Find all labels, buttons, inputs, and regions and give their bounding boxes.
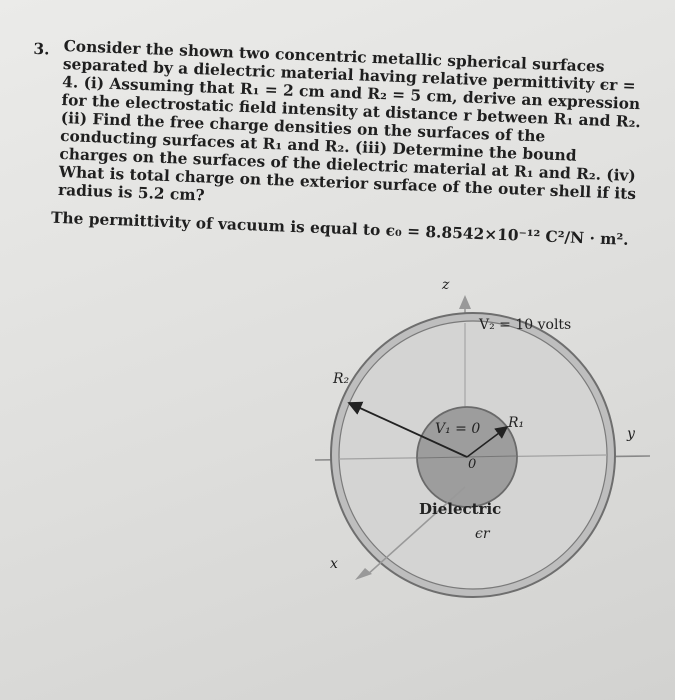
v1-label: V₁ = 0 bbox=[435, 421, 481, 437]
z-axis-arrow bbox=[459, 295, 471, 309]
problem-text: Consider the shown two concentric metallic spherical surfaces separated by a dielectric material having relative permittivity ϵr = 4. (i) Assuming that R₁ = 2 cm and R₂ = 5 cm, derive an expression for the electrostatic field intensity at distance r between R₁ and R₂. (ii) Find the free charge densities on the surfaces of the conducting surfaces at R₁ and R₂. (iii) Determine the bound charges on the surfaces of the dielectric material at R₁ and R₂. (iv) What is total charge on the exterior surface of the outer shell if its radius is 5.2 cm? bbox=[57, 36, 642, 205]
r1-label: R₁ bbox=[508, 415, 525, 431]
x-axis-arrow bbox=[355, 568, 372, 580]
axis-z-label: z bbox=[442, 277, 450, 293]
v2-label: V₂ = 10 volts bbox=[479, 317, 572, 333]
axis-y-label: y bbox=[627, 426, 635, 442]
axis-x-label: x bbox=[330, 556, 338, 572]
sphere-diagram bbox=[305, 275, 675, 605]
er-label: ϵr bbox=[475, 526, 490, 542]
dielectric-label: Dielectric bbox=[419, 500, 502, 518]
r2-label: R₂ bbox=[333, 371, 350, 387]
origin-label: 0 bbox=[468, 457, 477, 472]
problem-block bbox=[31, 36, 650, 249]
problem-number: 3. bbox=[33, 39, 50, 59]
permittivity-statement: The permittivity of vacuum is equal to ϵ₀ = 8.8542×10⁻¹² C²/N · m². bbox=[50, 208, 629, 249]
